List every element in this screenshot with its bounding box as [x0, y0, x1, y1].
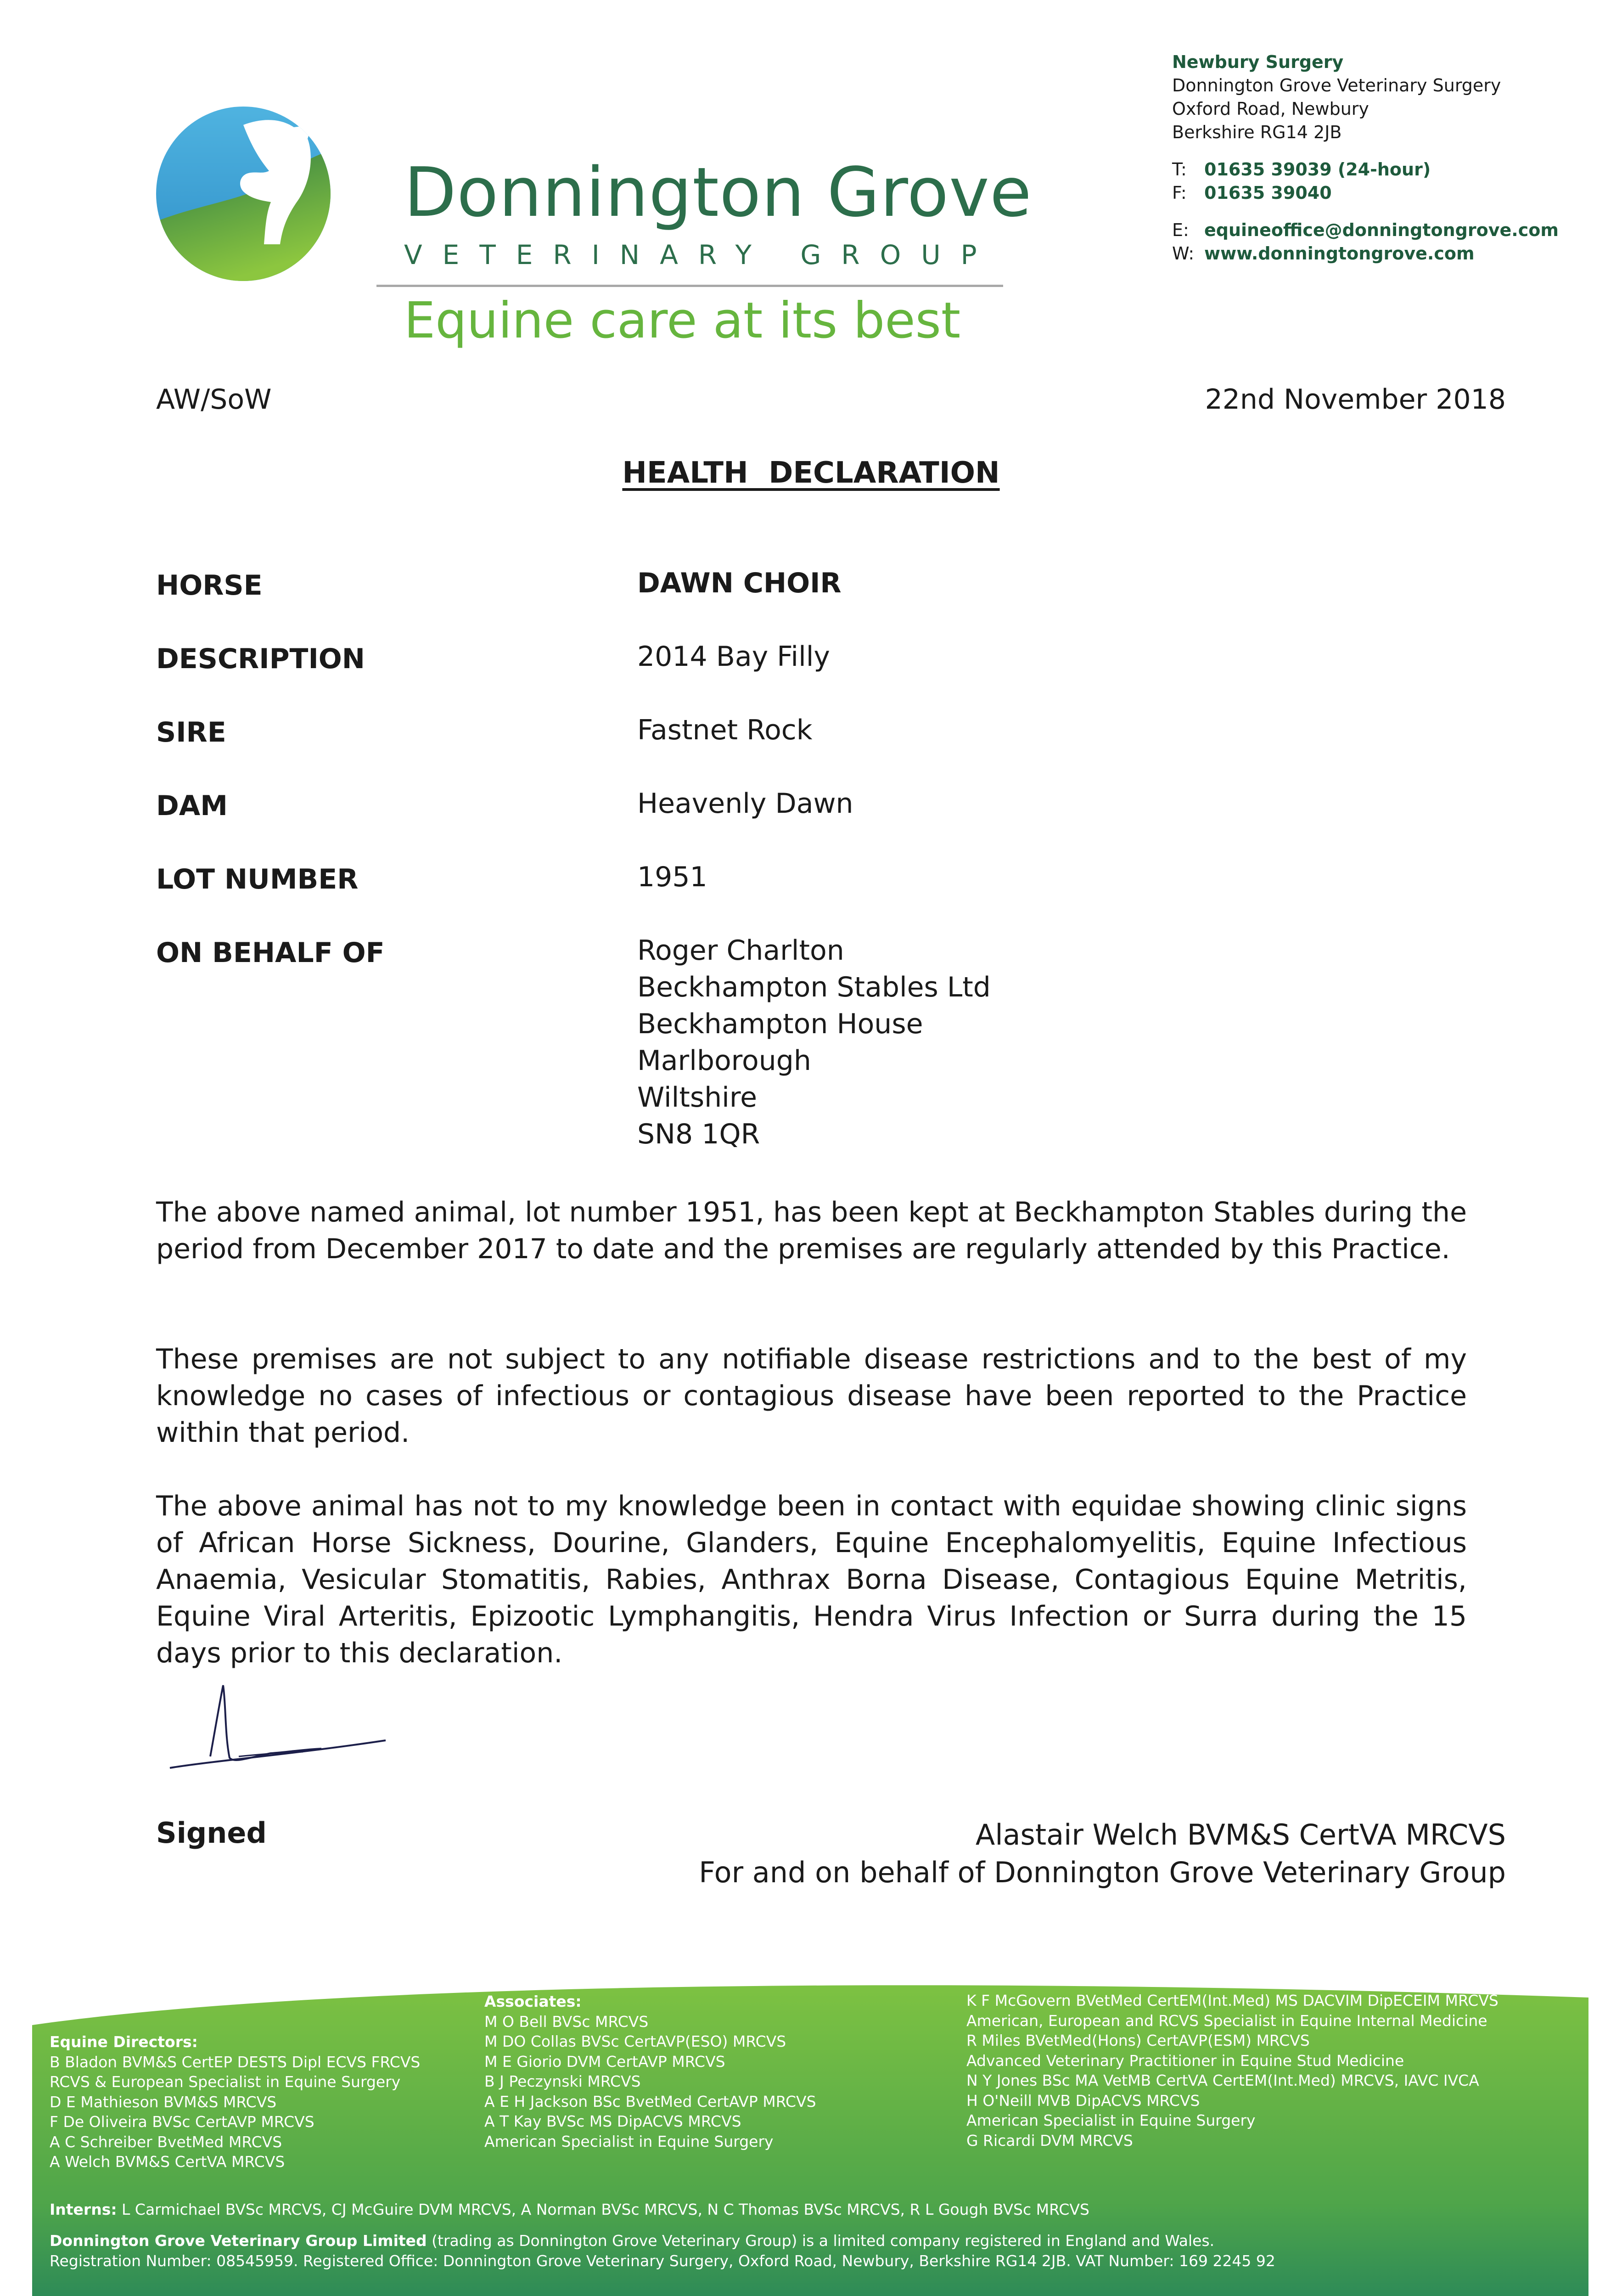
associate-line: G Ricardi DVM MRCVS	[966, 2131, 1133, 2150]
associate-line: K F McGovern BVetMed CertEM(Int.Med) MS DACVIM DipECEIM MRCVS	[966, 1992, 1499, 2009]
associate-line: American Specialist in Equine Surgery	[966, 2111, 1256, 2129]
field-label-on-behalf-of: ON BEHALF OF	[156, 937, 385, 969]
signed-label: Signed	[156, 1816, 267, 1850]
associate-line: M DO Collas BVSc CertAVP(ESO) MRCVS	[484, 2032, 786, 2050]
director-line: RCVS & European Specialist in Equine Surgery	[50, 2073, 401, 2091]
tel-number[interactable]: 01635 39039 (24-hour)	[1204, 159, 1431, 180]
address-line: Wiltshire	[637, 1081, 758, 1114]
registration-line: Registration Number: 08545959. Registered Office: Donnington Grove Veterinary Surgery, Oxford Road, Newbury, Berkshire RG14 2JB. VAT Number: 169 2245 92	[50, 2252, 1275, 2270]
directors-block	[50, 2032, 420, 2172]
company-name: Donnington Grove Veterinary Group Limited	[50, 2232, 427, 2250]
web-link[interactable]: www.donningtongrove.com	[1204, 243, 1475, 264]
address-line: SN8 1QR	[637, 1118, 760, 1150]
address-line: Roger Charlton	[637, 934, 844, 967]
footer-banner	[0, 1965, 1622, 2296]
address-line: Beckhampton House	[637, 1008, 923, 1040]
declaration-paragraph: The above named animal, lot number 1951, has been kept at Beckhampton Stables during the period from December 2017 to date and the premises are regularly attended by this Practice.	[156, 1196, 1467, 1265]
brand-divider	[376, 285, 1003, 287]
fax-number: 01635 39040	[1204, 183, 1332, 203]
associate-line: A T Kay BVSc MS DipACVS MRCVS	[484, 2112, 741, 2130]
address-line: Donnington Grove Veterinary Surgery	[1172, 75, 1501, 96]
interns-names: L Carmichael BVSc MRCVS, CJ McGuire DVM MRCVS, A Norman BVSc MRCVS, N C Thomas BVSc MRCVS, R L Gough BVSc MRCVS	[122, 2200, 1089, 2218]
associates-block	[484, 1992, 816, 2151]
associate-line: Advanced Veterinary Practitioner in Equine Stud Medicine	[966, 2051, 1404, 2070]
field-label-horse: HORSE	[156, 569, 263, 602]
director-line: F De Oliveira BVSc CertAVP MRCVS	[50, 2113, 314, 2131]
field-label-dam: DAM	[156, 790, 228, 822]
director-line: A Welch BVM&S CertVA MRCVS	[50, 2153, 285, 2171]
field-value-on-behalf-of	[637, 932, 991, 1153]
email-link[interactable]: equineoffice@donningtongrove.com	[1204, 220, 1559, 240]
surgery-name: Newbury Surgery	[1172, 52, 1344, 72]
field-value-lot-number: 1951	[637, 861, 707, 893]
company-text: (trading as Donnington Grove Veterinary Group) is a limited company registered in England and Wales.	[427, 2232, 1215, 2250]
associate-line: N Y Jones BSc MA VetMB CertVA CertEM(Int.Med) MRCVS, IAVC IVCA	[966, 2071, 1479, 2089]
signer-name: Alastair Welch BVM&S CertVA MRCVS	[975, 1818, 1506, 1851]
associate-line: M E Giorio DVM CertAVP MRCVS	[484, 2052, 725, 2071]
declaration-paragraph: These premises are not subject to any notifiable disease restrictions and to the best of my knowledge no cases of infectious or contagious disease have been reported to the Practice within that period.	[156, 1343, 1467, 1449]
associates-title: Associates:	[484, 1992, 582, 2010]
field-label-description: DESCRIPTION	[156, 643, 365, 675]
document-title	[0, 456, 1622, 490]
brand-tagline: Equine care at its best	[404, 292, 961, 349]
web-label: W:	[1172, 243, 1195, 264]
associate-line: B J Peczynski MRCVS	[484, 2072, 641, 2090]
field-label-lot-number: LOT NUMBER	[156, 863, 359, 895]
signer-block	[699, 1816, 1506, 1891]
letter-date: 22nd November 2018	[1205, 383, 1506, 416]
director-line: D E Mathieson BVM&S MRCVS	[50, 2093, 277, 2111]
director-line: A C Schreiber BvetMed MRCVS	[50, 2133, 282, 2151]
document-title-text: HEALTH DECLARATION	[622, 456, 1000, 490]
directors-title: Equine Directors:	[50, 2033, 198, 2051]
field-value-description: 2014 Bay Filly	[637, 641, 830, 673]
address-line: Oxford Road, Newbury	[1172, 99, 1369, 119]
signer-organisation: For and on behalf of Donnington Grove Veterinary Group	[699, 1856, 1506, 1889]
company-line	[50, 2231, 1214, 2251]
contact-block	[1172, 51, 1585, 265]
letter-reference: AW/SoW	[156, 383, 272, 416]
associate-line: M O Bell BVSc MRCVS	[484, 2012, 649, 2031]
handwritten-signature	[156, 1676, 413, 1782]
associates-block-2	[966, 1991, 1499, 2150]
associate-line: H O'Neill MVB DipACVS MRCVS	[966, 2091, 1200, 2110]
address-line: Beckhampton Stables Ltd	[637, 971, 991, 1003]
associate-line: American Specialist in Equine Surgery	[484, 2132, 774, 2150]
field-value-sire: Fastnet Rock	[637, 714, 813, 746]
tel-label: T:	[1172, 159, 1187, 180]
associate-line: American, European and RCVS Specialist in Equine Internal Medicine	[966, 2011, 1487, 2030]
fax-label: F:	[1172, 183, 1187, 203]
director-line: B Bladon BVM&S CertEP DESTS Dipl ECVS FRCVS	[50, 2053, 421, 2071]
brand-group: VETERINARY GROUP	[404, 239, 997, 270]
associate-line: R Miles BVetMed(Hons) CertAVP(ESM) MRCVS	[966, 2032, 1310, 2049]
field-value-horse: DAWN CHOIR	[637, 567, 842, 599]
email-label: E:	[1172, 220, 1189, 240]
address-line: Marlborough	[637, 1045, 811, 1077]
field-label-sire: SIRE	[156, 716, 226, 748]
declaration-paragraph: The above animal has not to my knowledge been in contact with equidae showing clinic signs of African Horse Sickness, Dourine, Glanders, Equine Encephalomyelitis, Equine Infectious Anaemia, Vesicular Stomatitis, Rabies, Anthrax Borna Disease, Contagious Equine Metritis, Equine Viral Arteritis, Epizootic Lymphangitis, Hendra Virus Infection or Surra during the 15 days prior to this declaration.	[156, 1490, 1467, 1669]
address-line: Berkshire RG14 2JB	[1172, 122, 1342, 142]
interns-line	[50, 2200, 1089, 2220]
brand-name: Donnington Grove	[404, 153, 1032, 232]
field-value-dam: Heavenly Dawn	[637, 788, 853, 820]
associate-line: A E H Jackson BSc BvetMed CertAVP MRCVS	[484, 2092, 816, 2110]
horse-head-logo-icon	[156, 107, 331, 281]
interns-title: Interns:	[50, 2200, 117, 2218]
